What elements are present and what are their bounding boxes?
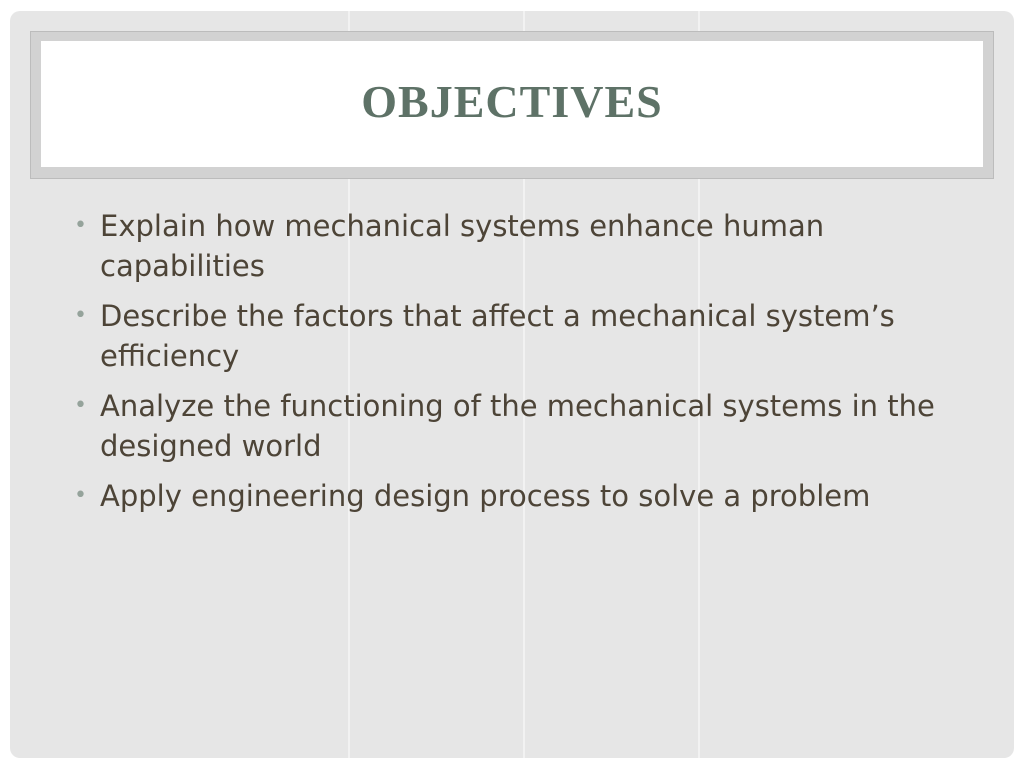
- bullet-icon: •: [74, 393, 87, 418]
- bullet-text: Describe the factors that affect a mechanical system’s efficiency: [100, 299, 895, 373]
- bullet-item: [72, 296, 972, 376]
- title-box: [41, 41, 983, 167]
- slide-title: OBJECTIVES: [361, 75, 663, 127]
- bullet-item: [72, 206, 972, 286]
- title-frame: [30, 31, 994, 179]
- bullet-icon: •: [74, 303, 87, 328]
- bullet-item: [72, 476, 972, 516]
- bullet-icon: •: [74, 483, 87, 508]
- bullet-list: [72, 206, 972, 526]
- bullet-icon: •: [74, 213, 87, 238]
- bullet-text: Apply engineering design process to solve a problem: [100, 479, 871, 513]
- bullet-text: Explain how mechanical systems enhance human capabilities: [100, 209, 825, 283]
- bullet-item: [72, 386, 972, 466]
- bullet-text: Analyze the functioning of the mechanical systems in the designed world: [100, 389, 935, 463]
- slide: [10, 11, 1014, 758]
